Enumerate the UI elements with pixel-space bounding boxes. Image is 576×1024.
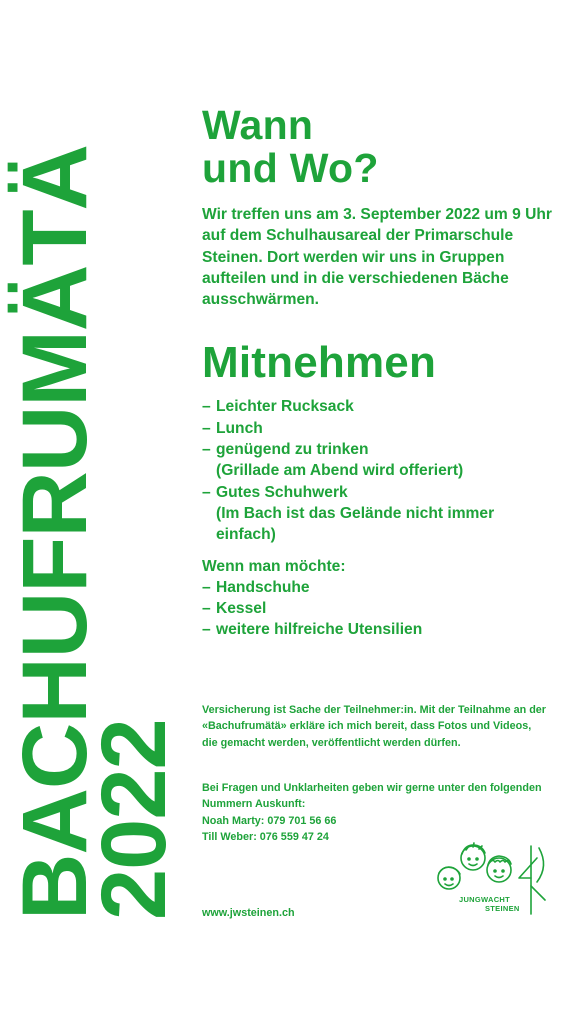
when-where-heading-line1: Wann [202, 102, 314, 148]
optional-item-text: Handschuhe [216, 578, 310, 596]
list-dash: – [202, 419, 211, 437]
bring-list [202, 396, 552, 545]
logo-text-jungwacht: JUNGWACHT [459, 895, 511, 904]
optional-item-text: weitere hilfreiche Utensilien [216, 621, 423, 639]
side-title-year: 2022 [83, 719, 186, 920]
side-title-area [0, 0, 186, 1024]
contact-intro: Bei Fragen und Unklarheiten geben wir gerne unter den folgenden Nummern Auskunft: [202, 782, 542, 811]
logo-text-steinen: STEINEN [485, 904, 520, 913]
bring-item-text: Leichter Rucksack [216, 398, 354, 416]
optional-heading: Wenn man möchte: [202, 557, 346, 575]
bring-item [202, 418, 552, 439]
when-where-text: Wir treffen uns am 3. September 2022 um 9 Uhr auf dem Schulhausareal der Primarschule Steinen. Dort werden wir uns in Gruppen aufteilen und in die verschiedenen Bäche ausschwärmen. [202, 206, 552, 309]
bring-item [202, 439, 552, 482]
bring-item-note: (Im Bach ist das Gelände nicht immer einfach) [216, 504, 495, 544]
bring-item [202, 396, 552, 417]
bring-item-text: Lunch [216, 419, 263, 437]
optional-list [202, 577, 552, 641]
main-content [202, 104, 552, 641]
bring-heading: Mitnehmen [202, 338, 437, 388]
contact-info [202, 780, 547, 845]
bring-item [202, 482, 552, 546]
list-dash: – [202, 578, 211, 596]
when-where-heading [202, 104, 552, 190]
optional-item [202, 577, 552, 598]
website-link[interactable]: www.jwsteinen.ch [202, 907, 295, 919]
optional-item [202, 619, 552, 640]
bring-item-text: Gutes Schuhwerk [216, 483, 348, 501]
optional-item [202, 598, 552, 619]
list-dash: – [202, 600, 211, 618]
jungwacht-logo [433, 838, 555, 922]
list-dash: – [202, 483, 211, 501]
side-title [4, 145, 186, 920]
bring-item-text: genügend zu trinken [216, 441, 369, 459]
list-dash: – [202, 441, 211, 459]
contact-person-1: Noah Marty: 079 701 56 66 [202, 814, 337, 827]
legal-notice: Versicherung ist Sache der Teilnehmer:in. Mit der Teilnahme an der «Bachufrumätä» erkläre ich mich bereit, dass Fotos und Videos, die gemacht werden, veröffentlicht werden dürfen. [202, 704, 546, 749]
optional-item-text: Kessel [216, 600, 267, 618]
bring-item-note: (Grillade am Abend wird offeriert) [216, 462, 464, 480]
list-dash: – [202, 621, 211, 639]
when-where-heading-line2: und Wo? [202, 145, 379, 191]
side-title-name: BACHUFRUMÄTÄ [4, 145, 106, 920]
contact-person-2: Till Weber: 076 559 47 24 [202, 830, 329, 843]
list-dash: – [202, 398, 211, 416]
